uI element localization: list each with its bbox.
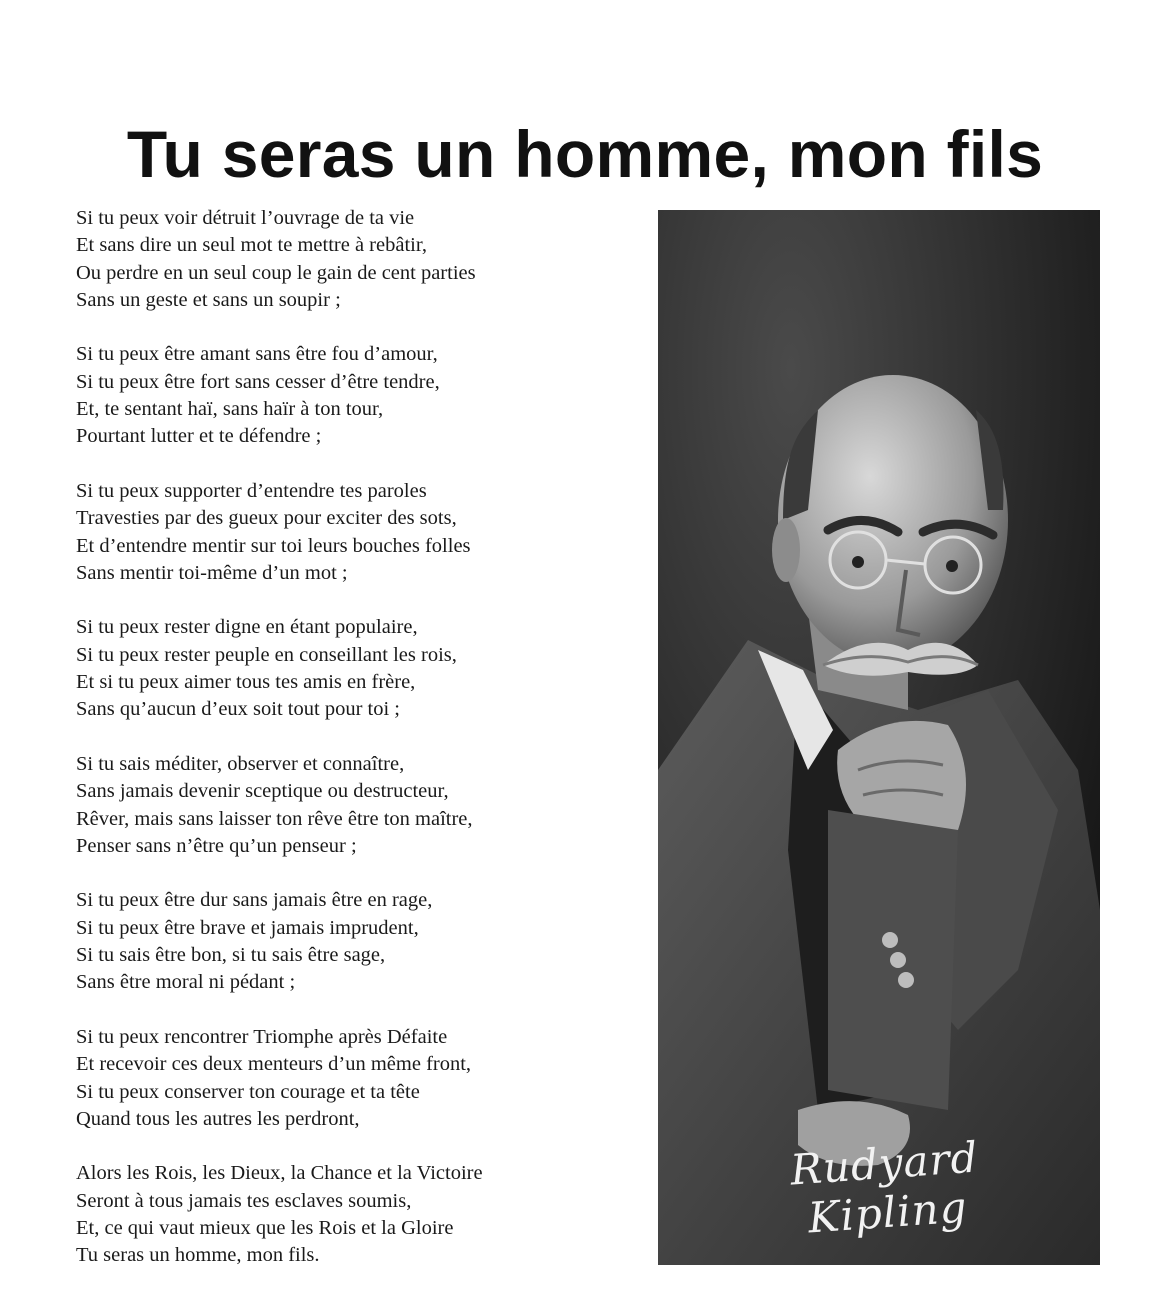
poem-line: Si tu peux être fort sans cesser d’être tendre, [76, 370, 440, 393]
poem-line: Si tu peux voir détruit l’ouvrage de ta vie [76, 207, 415, 229]
poem-line: Alors les Rois, les Dieux, la Chance et la Victoire [76, 1162, 483, 1185]
poem-line: Quand tous les autres les perdront, [76, 1107, 360, 1130]
stanza [76, 751, 636, 860]
stanza [76, 205, 636, 314]
poem-text [76, 205, 636, 1270]
portrait-illustration [658, 210, 1100, 1265]
poem-line: Ou perdre en un seul coup le gain de cent parties [76, 261, 476, 284]
stanza [76, 614, 636, 723]
poem-line: Si tu peux être brave et jamais imprudent, [76, 916, 419, 939]
poem-line: Si tu peux supporter d’entendre tes paroles [76, 479, 427, 502]
poem-line: Et sans dire un seul mot te mettre à rebâtir, [76, 234, 427, 257]
poem-line: Sans jamais devenir sceptique ou destructeur, [76, 780, 449, 803]
poem-line: Sans qu’aucun d’eux soit tout pour toi ; [76, 698, 400, 721]
poem-line: Et si tu peux aimer tous tes amis en frère, [76, 671, 416, 694]
poem-line: Sans un geste et sans un soupir ; [76, 288, 341, 311]
poem-line: Et recevoir ces deux menteurs d’un même front, [76, 1053, 472, 1076]
stanza [76, 341, 636, 450]
signature: Rudyard Kipling [788, 1132, 980, 1243]
poem-line: Si tu peux être amant sans être fou d’amour, [76, 343, 438, 366]
poem-line: Rêver, mais sans laisser ton rêve être ton maître, [76, 807, 473, 830]
poem-line: Si tu sais être bon, si tu sais être sage, [76, 944, 386, 967]
poem-line: Pourtant lutter et te défendre ; [76, 425, 322, 448]
poem-line: Penser sans n’être qu’un penseur ; [76, 834, 357, 857]
stanza [76, 1160, 636, 1269]
poem-line: Sans mentir toi-même d’un mot ; [76, 561, 348, 584]
poem-line: Et d’entendre mentir sur toi leurs bouches folles [76, 534, 471, 557]
poem-line: Seront à tous jamais tes esclaves soumis, [76, 1189, 412, 1212]
poem-line: Si tu sais méditer, observer et connaître, [76, 752, 405, 775]
poem-line: Et, ce qui vaut mieux que les Rois et la Gloire [76, 1216, 454, 1239]
poem-line: Si tu peux être dur sans jamais être en rage, [76, 889, 433, 912]
poem-line: Travesties par des gueux pour exciter des sots, [76, 507, 457, 530]
stanza [76, 1024, 636, 1133]
poem-line: Tu seras un homme, mon fils. [76, 1244, 320, 1267]
poem-line: Si tu peux rester peuple en conseillant les rois, [76, 643, 457, 666]
poem-line: Et, te sentant haï, sans haïr à ton tour, [76, 398, 384, 421]
poem-line: Sans être moral ni pédant ; [76, 971, 296, 994]
stanza [76, 887, 636, 996]
author-portrait [658, 210, 1100, 1265]
poem-line: Si tu peux conserver ton courage et ta tête [76, 1080, 420, 1103]
stanza [76, 478, 636, 587]
poem-line: Si tu peux rester digne en étant populaire, [76, 616, 418, 639]
poem-line: Si tu peux rencontrer Triomphe après Défaite [76, 1025, 448, 1048]
page-title: Tu seras un homme, mon fils [126, 117, 1044, 192]
